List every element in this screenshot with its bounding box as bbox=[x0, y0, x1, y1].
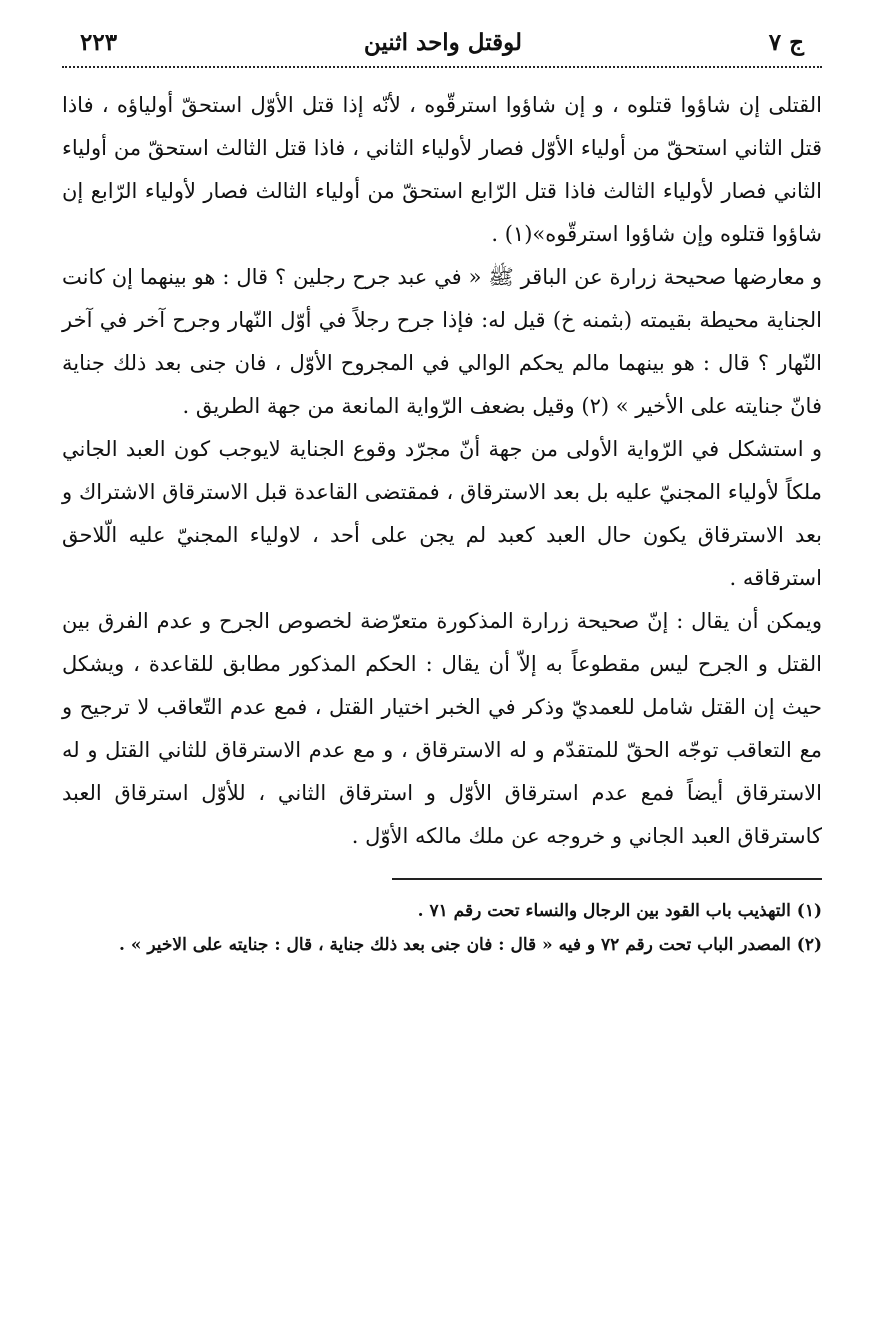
volume-label: ج ٧ bbox=[768, 29, 804, 56]
header-divider bbox=[62, 66, 822, 68]
page bbox=[62, 24, 822, 962]
paragraph-1: القتلى إن شاؤوا قتلوه ، و إن شاؤوا استرقّوه ، لأنّه إذا قتل الأوّل استحقّ أولياؤه ، فاذا قتل الثاني استحقّ من أولياء الأوّل فصار لأولياء الثاني ، فاذا قتل الثالث استحقّ من أولياء الثاني فصار لأولياء الثالث فاذا قتل الرّابع استحقّ من أولياء الثالث فصار لأولياء الرّابع إن شاؤوا قتلوه وإن شاؤوا استرقّوه»(١) . bbox=[62, 93, 822, 246]
body-text bbox=[62, 84, 822, 858]
running-title: لوقتل واحد اثنين bbox=[363, 29, 523, 56]
footnote-1: (١) التهذيب باب القود بين الرجال والنساء تحت رقم ٧١ . bbox=[417, 901, 822, 921]
paragraph-4: ويمكن أن يقال : إنّ صحيحة زرارة المذكورة متعرّضة لخصوص الجرح و عدم الفرق بين القتل و الجرح ليس مقطوعاً به إلاّ أن يقال : الحكم المذكور مطابق للقاعدة ، ويشكل حيث إن القتل شامل للعمديّ وذكر في الخبر اختيار القتل ، فمع عدم التّعاقب لا ترجيح و مع التعاقب توجّه الحقّ للمتقدّم و له الاسترقاق ، و مع عدم الاسترقاق للثاني القتل و له الاسترقاق أيضاً فمع عدم استرقاق الأوّل و استرقاق الثاني ، للأوّل استرقاق العبد كاسترقاق العبد الجاني و خروجه عن ملك مالكه الأوّل . bbox=[62, 609, 822, 848]
paragraph-3: و استشكل في الرّواية الأولى من جهة أنّ مجرّد وقوع الجناية لايوجب كون العبد الجاني ملكاً لأولياء المجنيّ عليه بل بعد الاسترقاق ، فمقتضى القاعدة قبل الاسترقاق الاشتراك و بعد الاسترقاق يكون حال العبد كعبد لم يجن على أحد ، لاولياء المجنيّ عليه الّلاحق استرقاقه . bbox=[62, 437, 822, 590]
page-header bbox=[62, 24, 822, 62]
footnote-2: (٢) المصدر الباب تحت رقم ٧٢ و فيه « قال : فان جنى بعد ذلك جناية ، قال : جنايته على الاخير » . bbox=[119, 935, 822, 955]
footnote-divider bbox=[392, 878, 822, 880]
paragraph-2: و معارضها صحيحة زرارة عن الباقر ﷺ « في عبد جرح رجلين ؟ قال : هو بينهما إن كانت الجناية محيطة بقيمته (بثمنه خ) قيل له: فإذا جرح رجلاً في أوّل النّهار وجرح آخر في آخر النّهار ؟ قال : هو بينهما مالم يحكم الوالي في المجروح الأوّل ، فان جنى بعد ذلك جناية فانّ جنايته على الأخير » (٢) وقيل بضعف الرّواية المانعة من جهة الطريق . bbox=[62, 265, 822, 418]
page-number: ٢٢٣ bbox=[80, 29, 118, 56]
